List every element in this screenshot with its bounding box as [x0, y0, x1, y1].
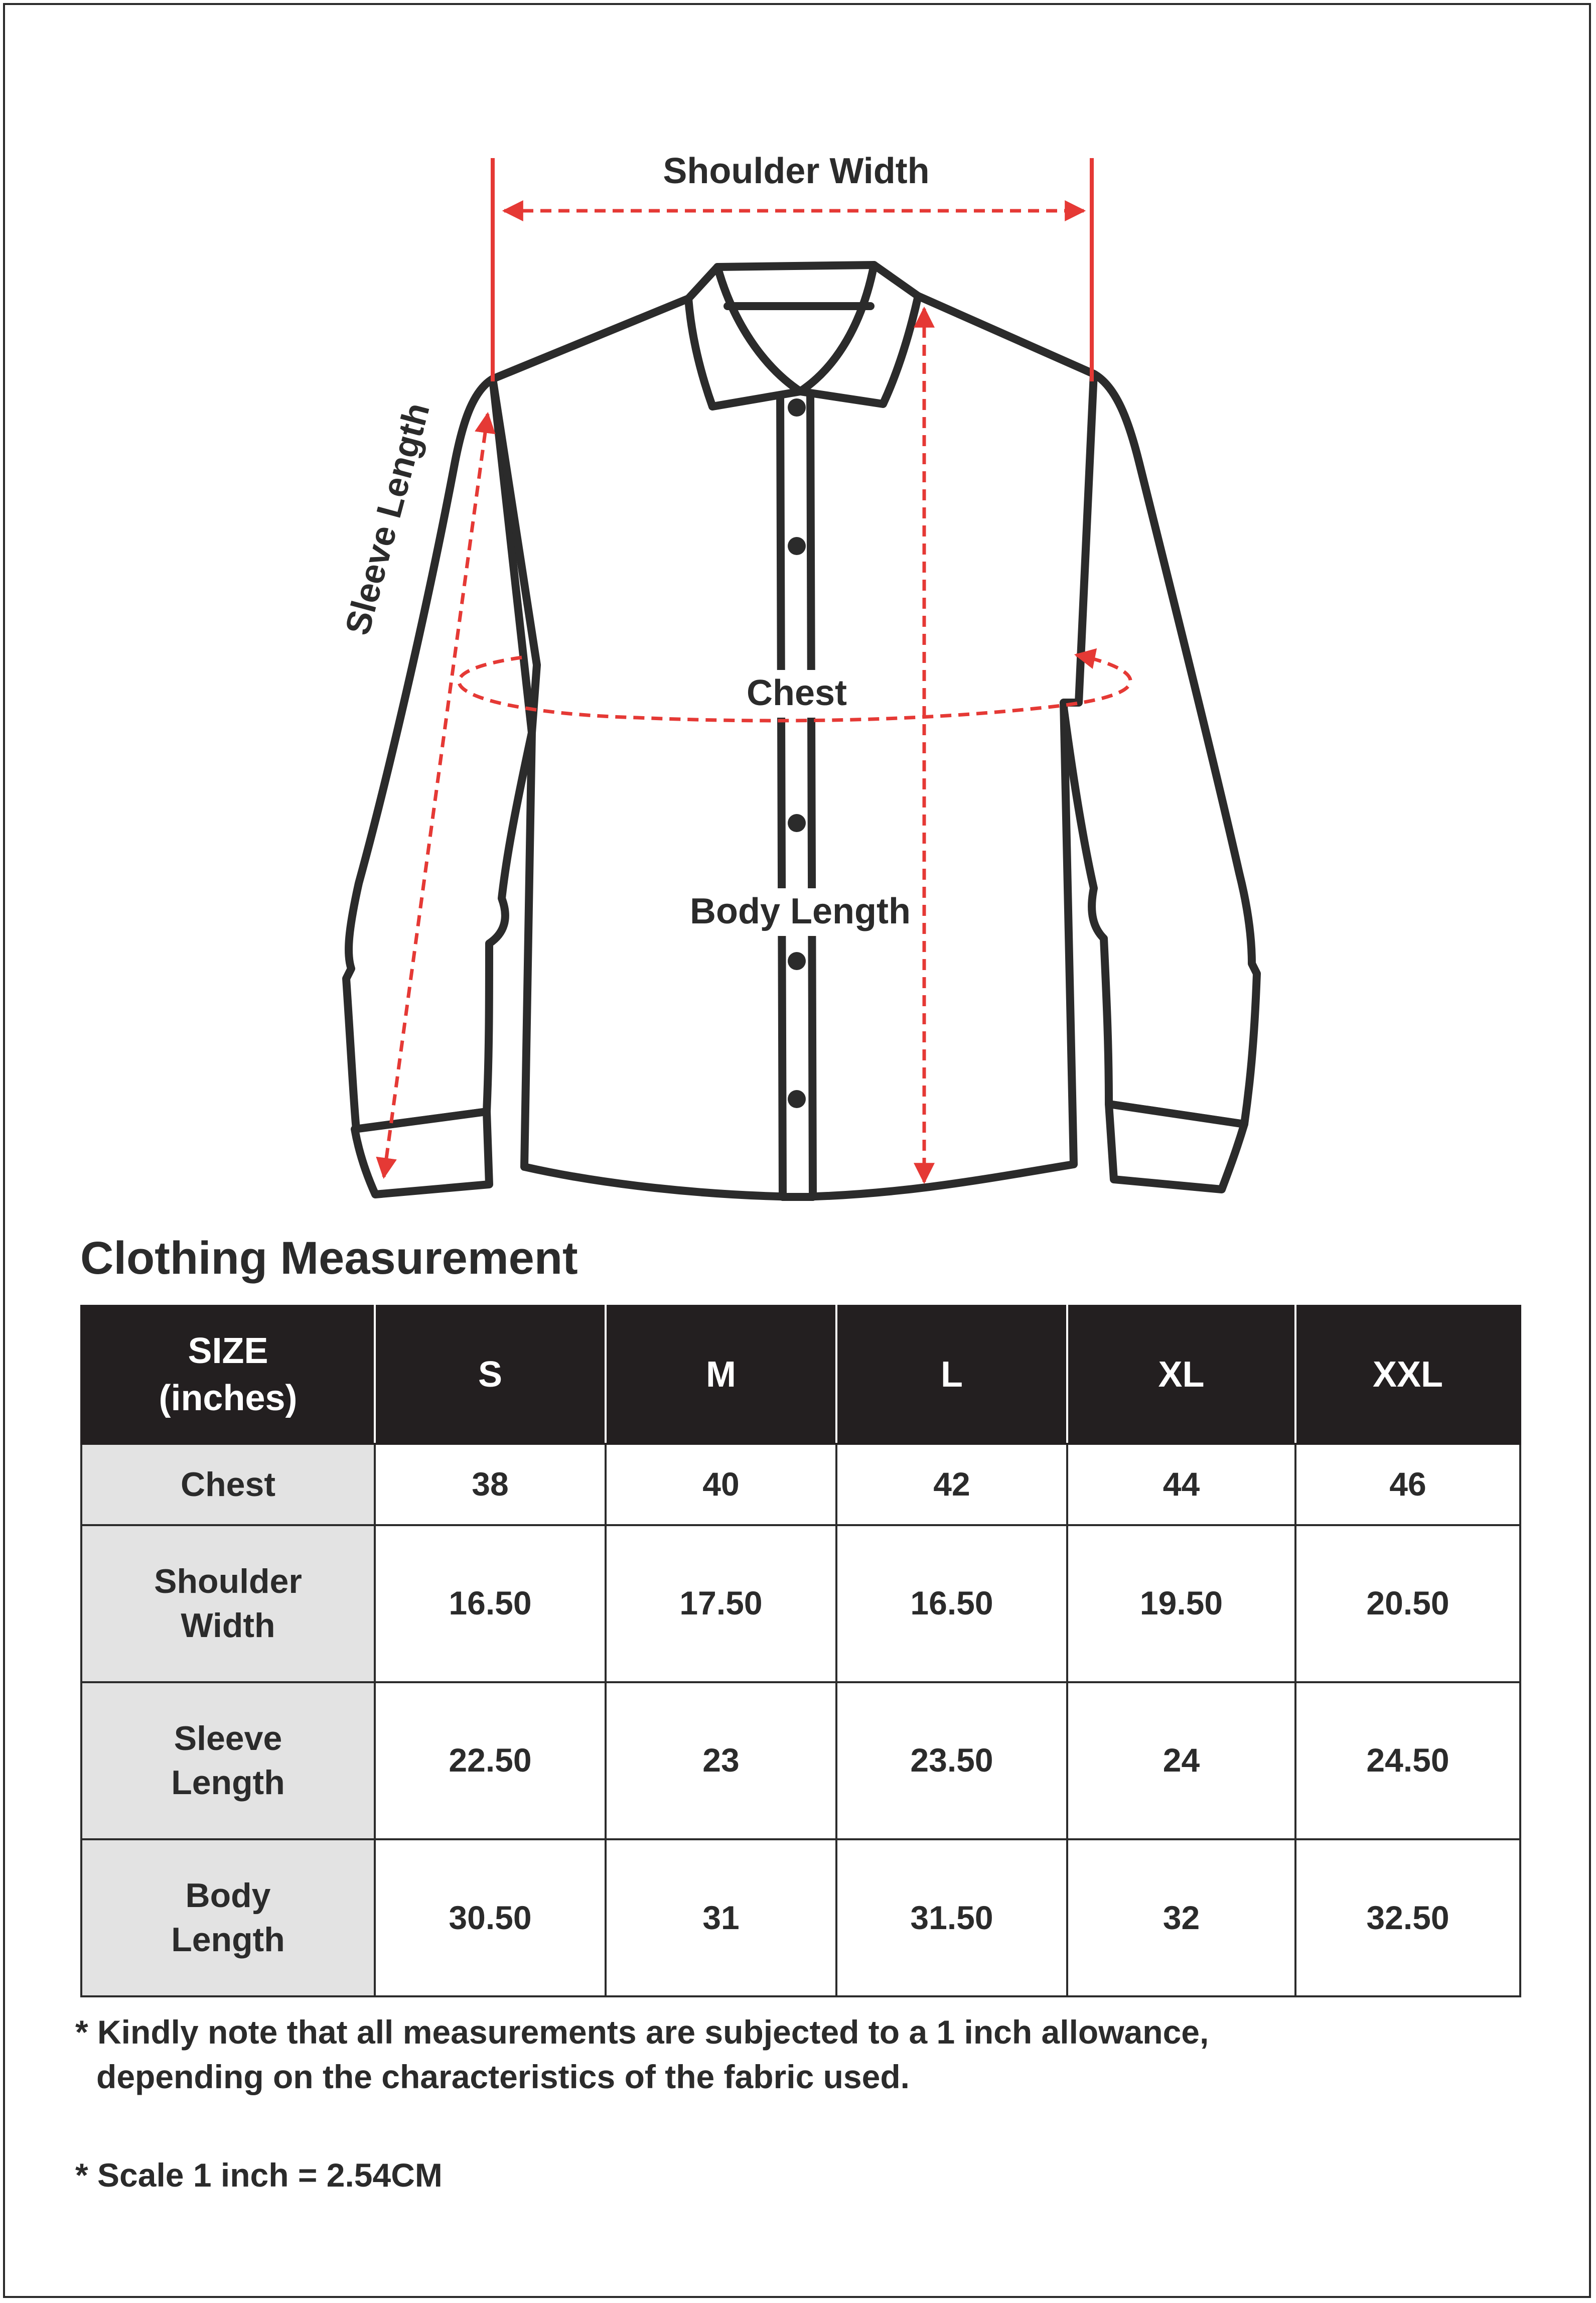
row-label-line: Length	[171, 1764, 285, 1802]
size-column-header: L	[836, 1306, 1067, 1444]
allowance-note-line2: depending on the characteristics of the fabric used.	[96, 2058, 910, 2096]
unit-header-text: (inches)	[159, 1378, 298, 1418]
size-chart-table	[80, 1305, 1521, 1997]
table-cell: 44	[1067, 1444, 1295, 1525]
button	[788, 1090, 806, 1108]
row-label	[81, 1682, 375, 1839]
row-label-line: Sleeve	[174, 1719, 282, 1757]
table-cell: 20.50	[1295, 1525, 1520, 1682]
shoulder-width-label: Shoulder Width	[663, 151, 930, 191]
table-row	[81, 1444, 1520, 1525]
size-column-header: XL	[1067, 1306, 1295, 1444]
table-cell: 31	[606, 1839, 836, 1996]
body-length-label: Body Length	[690, 891, 911, 931]
table-cell: 24	[1067, 1682, 1295, 1839]
size-unit-header	[81, 1306, 375, 1444]
allowance-note-line1: * Kindly note that all measurements are subjected to a 1 inch allowance,	[75, 2013, 1209, 2051]
table-cell: 23	[606, 1682, 836, 1839]
size-header-text: SIZE	[188, 1330, 268, 1371]
table-row	[81, 1682, 1520, 1839]
table-cell: 24.50	[1295, 1682, 1520, 1839]
table-cell: 46	[1295, 1444, 1520, 1525]
row-label	[81, 1525, 375, 1682]
size-column-header: M	[606, 1306, 836, 1444]
sleeve-length-label: Sleeve Length	[337, 398, 437, 639]
table-row	[81, 1839, 1520, 1996]
table-cell: 31.50	[836, 1839, 1067, 1996]
size-column-header: XXL	[1295, 1306, 1520, 1444]
row-label-line: Body	[185, 1876, 271, 1915]
size-column-header: S	[375, 1306, 606, 1444]
row-label	[81, 1839, 375, 1996]
right-sleeve	[1064, 374, 1257, 1124]
allowance-note	[75, 2010, 1209, 2099]
table-cell: 23.50	[836, 1682, 1067, 1839]
chest-label: Chest	[746, 673, 847, 713]
button	[788, 814, 806, 832]
row-label-line: Chest	[181, 1465, 275, 1504]
table-cell: 16.50	[836, 1525, 1067, 1682]
row-label-line: Width	[181, 1606, 275, 1645]
table-cell: 17.50	[606, 1525, 836, 1682]
table-cell: 32	[1067, 1839, 1295, 1996]
button	[788, 398, 806, 417]
section-title: Clothing Measurement	[80, 1233, 578, 1284]
table-cell: 30.50	[375, 1839, 606, 1996]
row-label-line: Length	[171, 1921, 285, 1959]
table-cell: 38	[375, 1444, 606, 1525]
table-cell: 22.50	[375, 1682, 606, 1839]
button	[788, 537, 806, 555]
size-header-row	[81, 1306, 1520, 1444]
table-cell: 42	[836, 1444, 1067, 1525]
left-cuff	[355, 1112, 489, 1194]
button	[788, 952, 806, 970]
table-cell: 19.50	[1067, 1525, 1295, 1682]
row-label	[81, 1444, 375, 1525]
scale-note: * Scale 1 inch = 2.54CM	[75, 2156, 443, 2194]
table-cell: 40	[606, 1444, 836, 1525]
table-cell: 16.50	[375, 1525, 606, 1682]
table-row	[81, 1525, 1520, 1682]
placket	[780, 391, 813, 1197]
row-label-line: Shoulder	[154, 1562, 302, 1600]
table-cell: 32.50	[1295, 1839, 1520, 1996]
